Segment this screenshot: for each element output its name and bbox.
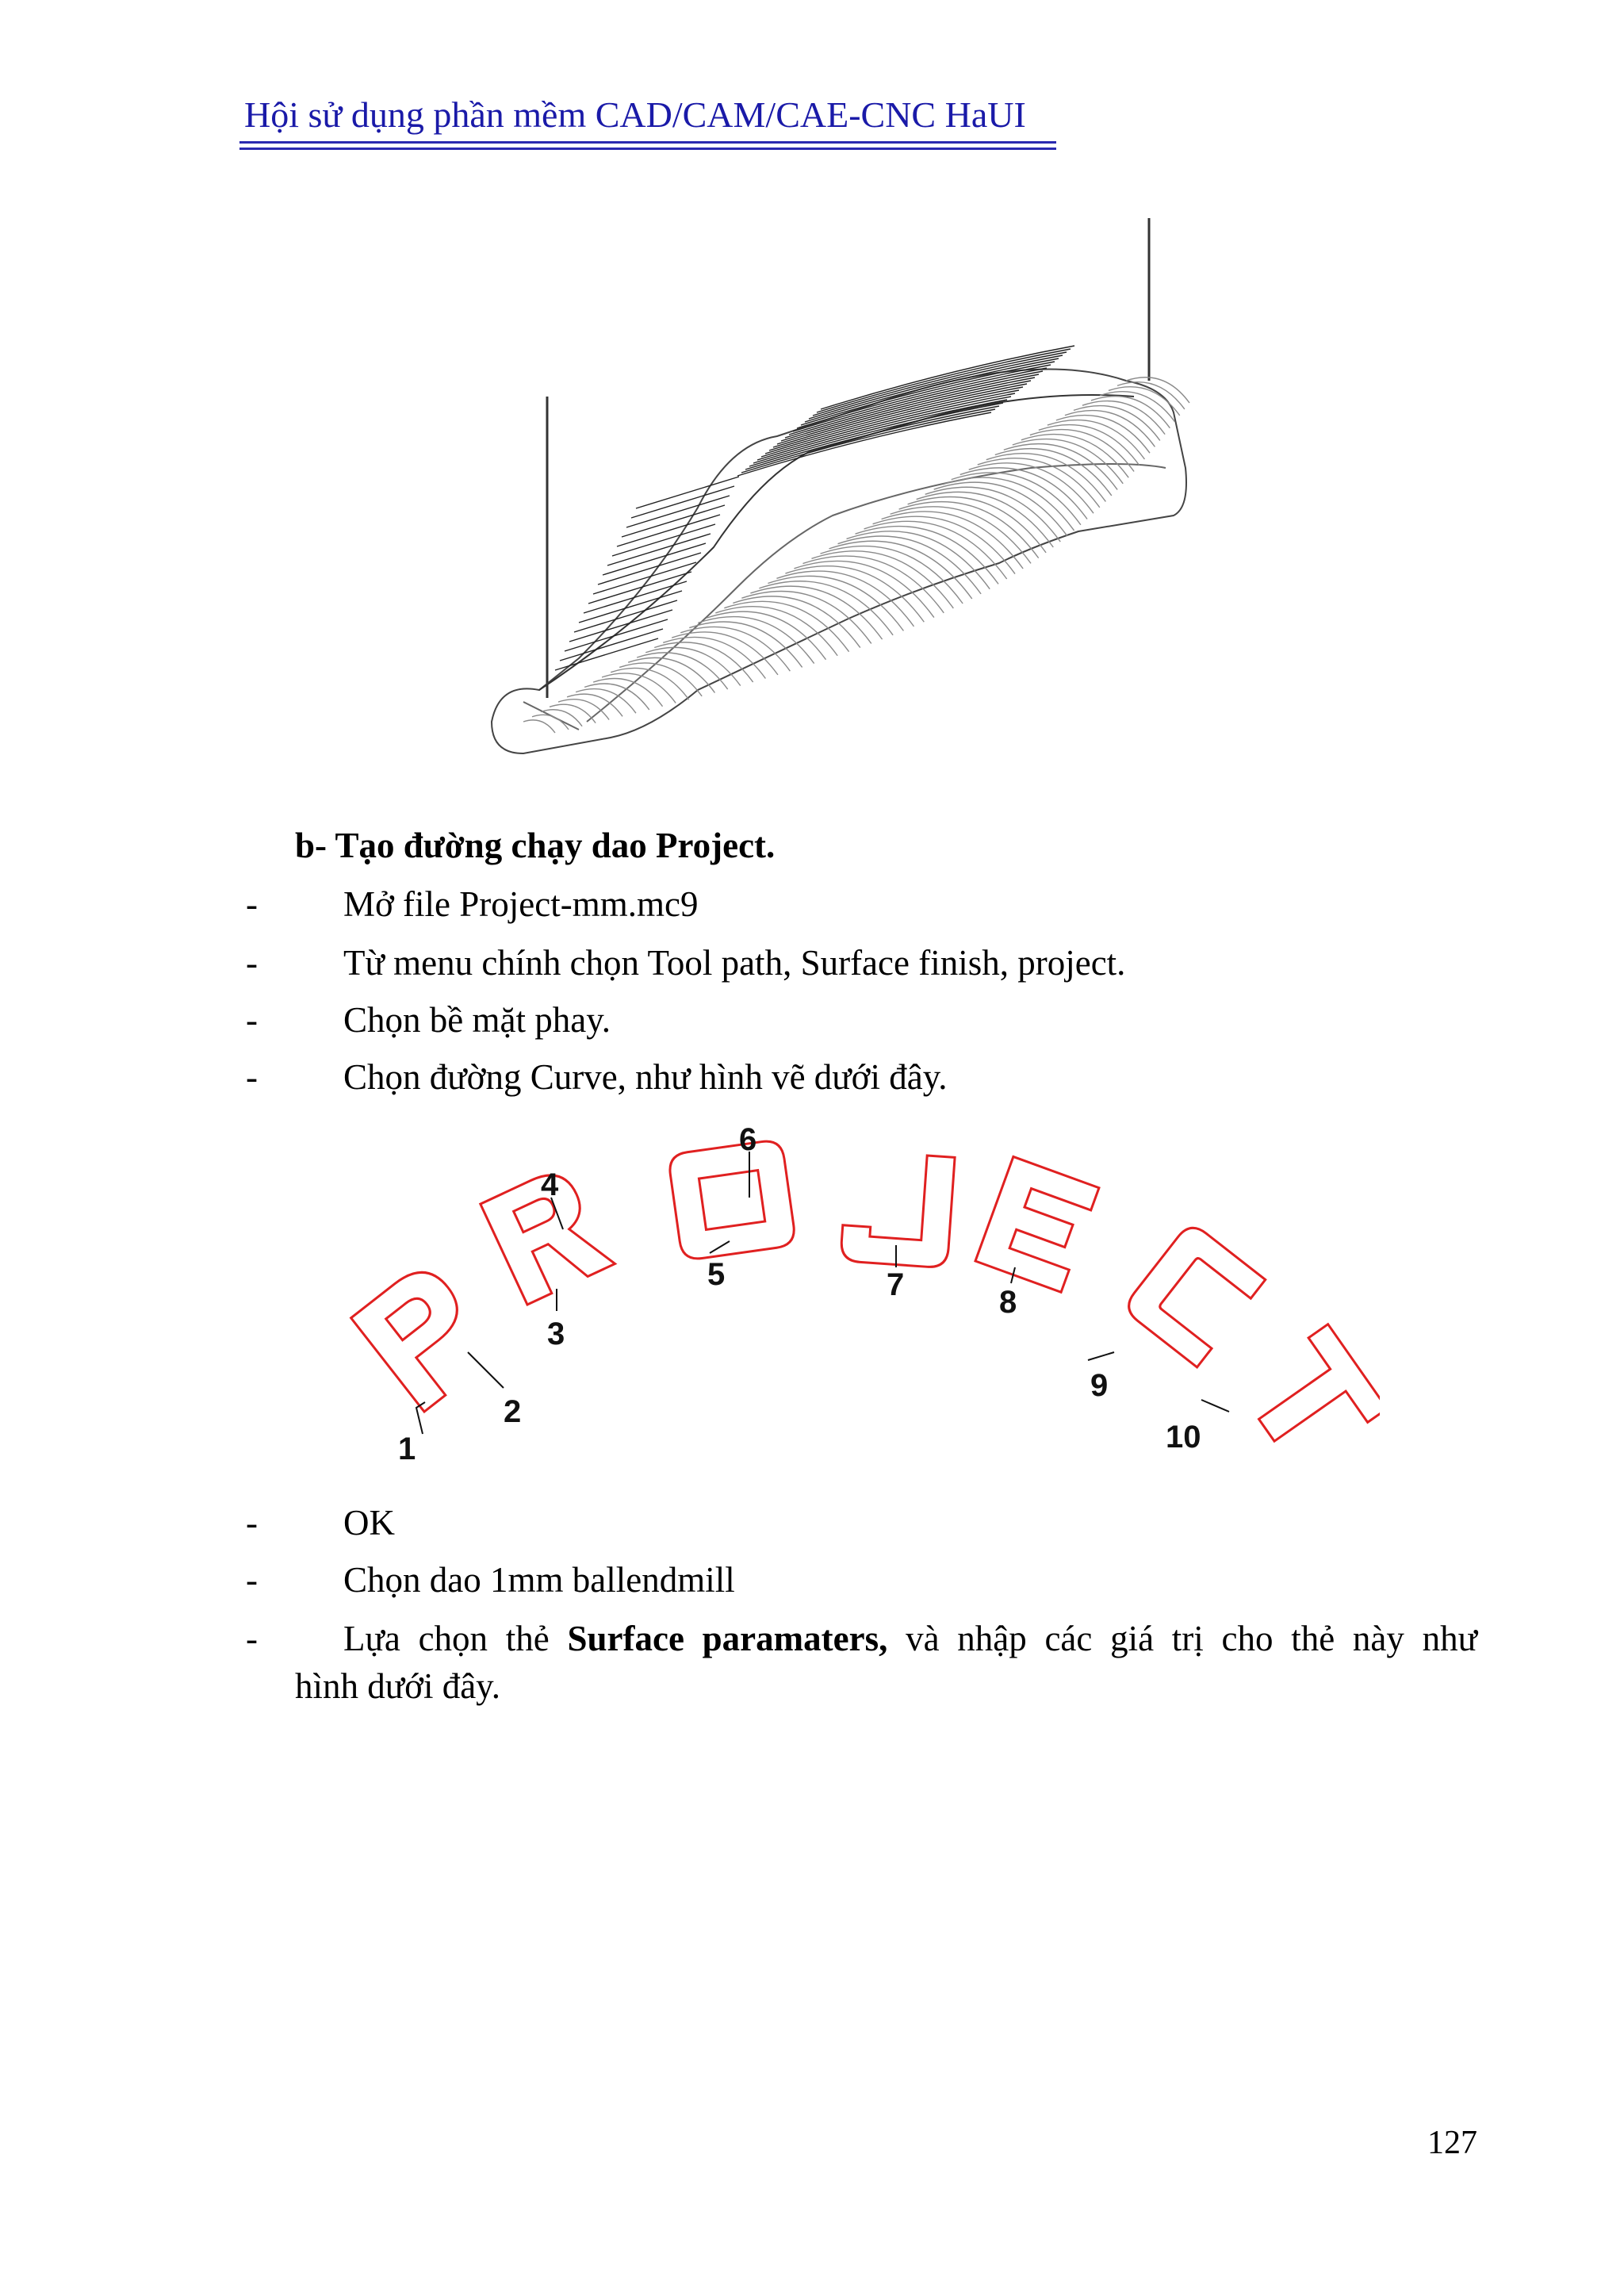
header-rule-top	[239, 141, 1056, 144]
callout-8: 8	[999, 1285, 1017, 1320]
step-text	[343, 1615, 1477, 1662]
letter-p-outline	[351, 1259, 500, 1412]
page-header: Hội sử dụng phần mềm CAD/CAM/CAE-CNC HaUI	[244, 94, 1026, 135]
callout-3: 3	[547, 1317, 565, 1351]
callout-1: 1	[398, 1432, 416, 1466]
step-text: Chọn dao 1mm ballendmill	[343, 1560, 735, 1600]
letter-c-outline	[1122, 1221, 1266, 1367]
step-text: Chọn bề mặt phay.	[343, 1000, 611, 1040]
step-dash: -	[246, 943, 258, 983]
step-dash: -	[246, 1000, 258, 1040]
step-text: Chọn đường Curve, như hình vẽ dưới đây.	[343, 1057, 948, 1097]
step-dash: -	[246, 1560, 258, 1600]
step-dash: -	[246, 1057, 258, 1097]
step-text-before: Lựa chọn thẻ	[343, 1619, 568, 1658]
step-dash: -	[246, 884, 258, 924]
letter-j-outline	[841, 1150, 955, 1268]
callout-4: 4	[541, 1167, 559, 1202]
step-dash: -	[246, 1619, 258, 1658]
letter-t-outline	[1237, 1324, 1380, 1473]
callout-9: 9	[1090, 1368, 1109, 1403]
letter-e-outline	[975, 1156, 1099, 1292]
letter-o-outline	[668, 1139, 796, 1261]
section-title: b- Tạo đường chạy dao Project.	[295, 826, 776, 865]
step-text-after: và nhập các giá trị cho thẻ này như	[887, 1619, 1477, 1658]
callout-6: 6	[739, 1126, 757, 1157]
callout-10: 10	[1166, 1420, 1201, 1455]
callout-7: 7	[887, 1267, 905, 1302]
step-text-continuation: hình dưới đây.	[295, 1666, 500, 1706]
surface-parameters-tab-name: Surface paramaters,	[567, 1619, 888, 1658]
header-rule-bottom	[239, 148, 1056, 150]
callout-5: 5	[707, 1257, 726, 1292]
callout-2: 2	[504, 1394, 522, 1429]
toolpath-wireframe-figure	[476, 214, 1253, 793]
project-curve-figure	[349, 1126, 1380, 1483]
step-text: Mở file Project-mm.mc9	[343, 884, 699, 924]
step-text: OK	[343, 1503, 395, 1543]
page-number: 127	[1427, 2125, 1477, 2161]
step-text: Từ menu chính chọn Tool path, Surface finish, project.	[343, 943, 1126, 983]
step-dash: -	[246, 1503, 258, 1543]
